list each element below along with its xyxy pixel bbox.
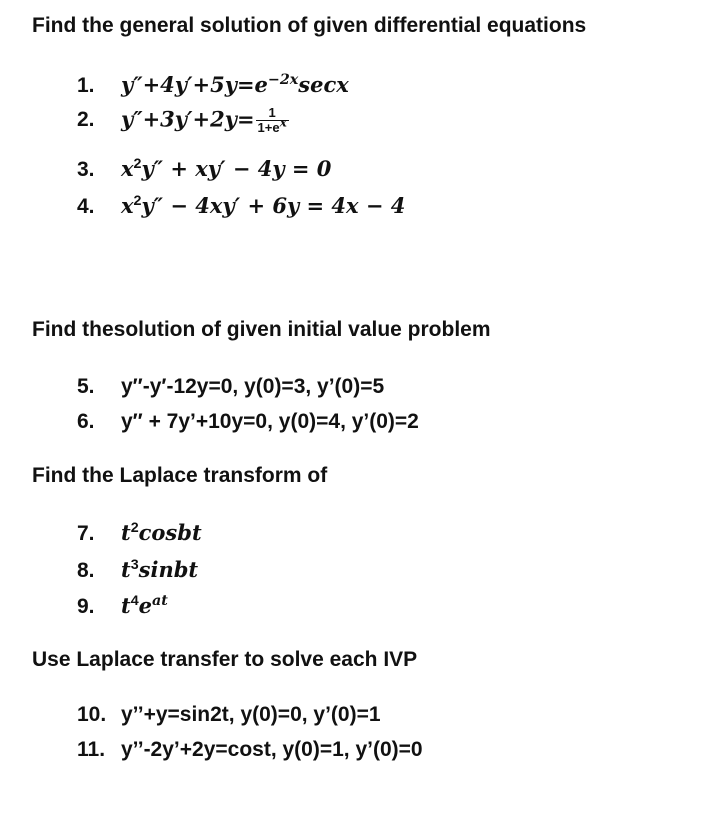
- problem-number: 2.: [77, 108, 95, 132]
- problem-11: [77, 738, 423, 762]
- expression-text: cosbt: [138, 520, 202, 545]
- problem-9: [77, 593, 168, 619]
- problem-number: 7.: [77, 522, 95, 545]
- denominator-exponent: x: [279, 115, 287, 130]
- fraction-denominator: [256, 115, 289, 136]
- problem-6: [77, 410, 419, 434]
- equation-text: y″ + xy′ − 4y = 0: [141, 156, 332, 181]
- equation-text: y″+3y′+2y=: [121, 106, 255, 132]
- lead-exponent: 2: [133, 193, 142, 209]
- problem-number: 8.: [77, 559, 95, 582]
- problem-5: [77, 375, 384, 399]
- problem-number: 5.: [77, 375, 95, 398]
- equation-text: y″-y′-12y=0, y(0)=3, y’(0)=5: [121, 375, 385, 398]
- equation-lead: x: [121, 156, 134, 181]
- equation-text: y’’-2y’+2y=cost, y(0)=1, y’(0)=0: [121, 738, 423, 761]
- equation-tail: secx: [298, 72, 349, 97]
- problem-10: [77, 703, 381, 727]
- problem-8: [77, 557, 198, 583]
- equation-text: y″ − 4xy′ + 6y = 4x − 4: [141, 193, 406, 218]
- lead-exponent: 3: [130, 557, 139, 573]
- equation-text: y″+4y′+5y=e: [121, 72, 268, 97]
- problem-number: 3.: [77, 158, 95, 181]
- expression-lead: t: [121, 593, 131, 618]
- lead-exponent: 2: [130, 520, 139, 536]
- lead-exponent: 4: [130, 593, 139, 609]
- equation-lead: x: [121, 193, 134, 218]
- expression-text: e: [138, 593, 153, 618]
- problem-7: [77, 520, 202, 546]
- section-heading-ivp: Find thesolution of given initial value problem: [32, 318, 491, 341]
- expression-lead: t: [121, 557, 131, 582]
- equation-text: y’’+y=sin2t, y(0)=0, y’(0)=1: [121, 703, 381, 726]
- problem-3: [77, 156, 331, 182]
- denominator-base: 1+e: [257, 120, 280, 136]
- fraction-numerator: 1: [256, 106, 289, 121]
- problem-2: [77, 106, 289, 136]
- section-heading-general-solution: Find the general solution of given differential equations: [32, 14, 587, 37]
- problem-number: 11.: [77, 738, 106, 761]
- equation-exponent: −2x: [267, 72, 299, 88]
- section-heading-laplace-ivp: Use Laplace transfer to solve each IVP: [32, 648, 418, 671]
- section-heading-laplace: Find the Laplace transform of: [32, 464, 328, 487]
- problem-1: [77, 72, 349, 98]
- equation-text: y″ + 7y’+10y=0, y(0)=4, y’(0)=2: [121, 410, 419, 433]
- problem-number: 6.: [77, 410, 95, 433]
- problem-4: [77, 193, 405, 219]
- problem-number: 4.: [77, 195, 95, 218]
- expression-text: sinbt: [138, 557, 199, 582]
- expression-lead: t: [121, 520, 131, 545]
- fraction: [256, 106, 289, 136]
- problem-number: 10.: [77, 703, 107, 726]
- lead-exponent: 2: [133, 156, 142, 172]
- tail-exponent: at: [152, 593, 168, 609]
- problem-number: 9.: [77, 595, 95, 618]
- problem-number: 1.: [77, 74, 95, 97]
